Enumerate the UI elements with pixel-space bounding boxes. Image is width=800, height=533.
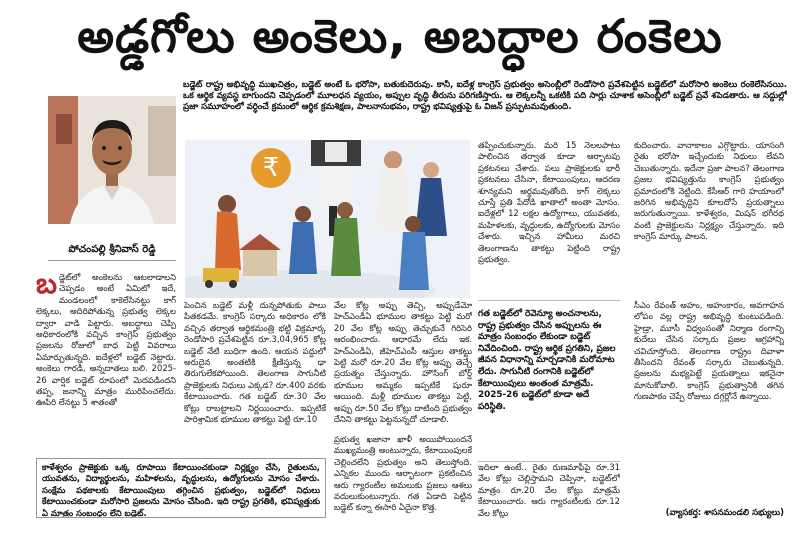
column-1 bbox=[36, 272, 176, 454]
column-4-continued: ఇదిలా ఉంటే.. రైతు రుణమాఫీపై రూ.31 వేల కోట్లు చెల్లిస్తామని చెప్పినా, బడ్జెట్‌లో మాత్రం రూ.20 వేల కోట్లు మాత్రమే కేటాయించారు. ఆరు గ్యారంటీలకు రూ.12 వేల కోట్లు bbox=[478, 462, 620, 518]
column-3-continued: ప్రభుత్వ ఖజానా ఖాళీ అయిపోయిందనే ముఖ్యమంత్రి అంటున్నారు, కేటాయింపులకే చెల్లించలేని ప్రభుత్వం అని తెలుస్తోంది. ఎన్నికల ముందు ఆర్భాటంగా ప్రకటించిన ఆరు గ్యారంటీల అమలుకు ప్రజలు ఆశలు వదులుకుంటున్నారు. గత ఏడాది పెట్టిన బడ్జెట్ కన్నా ఈసారి ఏదైనా కొత్త. bbox=[334, 434, 472, 513]
dropcap: బ bbox=[36, 272, 58, 300]
column-4: తప్పించుకున్నారు. మరి 15 నెలలపాటు పాలించిన తర్వాత కూడా ఆర్భాటపు ప్రకటనలు చేశారు. పలు ప్రాజెక్టులకు భారీ ప్రకటనలు చేసినా, కేటాయింపులు, ఆదరణ శూన్యమని అర్థమవుతోంది. కాగ్ లెక్కలు చూస్తే ప్రతి పేదోడి ఖాతాలో అంతా మోసం. ఐదేళ్లలో 12 లక్షల ఉద్యోగాలు, యువతకు, మహిళలకు, వృద్ధులకు, ఉద్యోగులకు మోసం చేశారు. ఇచ్చిన హామీలు మరచి తెలంగాణను తాకట్టు పెట్టింది రాష్ట్ర ప్రభుత్వం. bbox=[478, 140, 620, 265]
pull-quote: గత బడ్జెట్‌లో రెవెన్యూ అంచనాలను, రాష్ట్ర ప్రభుత్వం చేసిన అప్పులను ఈ మాత్రం సంబంధం లేకుండా బడ్జెట్ నివేదించింది. రాష్ట్ర ఆర్థిక ప్రగతిని, ప్రజల జీవన విధానాన్ని మార్చడానికి మరోమాట లేదు. సాగునీటి రంగానికి బడ్జెట్‌లో కేటాయింపులు అంతంత మాత్రమే. 2025-26 బడ్జెట్‌లో కూడా అదే పరిస్థితి. bbox=[478, 300, 620, 462]
author-divider bbox=[48, 260, 176, 261]
column-6: సీఎం రేవంత్ అహం, అహంకారం, అవగాహన లోపం వల్ల రాష్ట్ర అభివృద్ధి కుంటుపడింది. హైడ్రా, మూసీ విధ్వంసంతో నిర్మాణ రంగాన్ని కుదేలు చేసిన సర్కారు ప్రజల ఆగ్రహాన్ని చవిచూస్తోంది. తెలంగాణ రాష్ట్రం దివాళా తీసిందని రేవంత్ సర్కారు చెబుతున్నది. ప్రజలను మభ్యపెట్టే ప్రయత్నాలు ఇకనైనా మానుకోవాలి. కాంగ్రెస్ ప్రభుత్వానికి తగిన గుణపాఠం చెప్పే రోజులు దగ్గర్లోనే ఉన్నాయి. bbox=[634, 300, 784, 402]
column-2: పెంచిన బడ్జెట్ మళ్లీ దున్నపోతుకు పాలు పితకడమే. కాంగ్రెస్ సర్కారు అధికారం లోకి వచ్చిన తర్వాత ఆర్థికమంత్రి భట్టి విక్రమార్క రెండోసారి ప్రవేశపెట్టిన రూ.3,04,965 కోట్ల బడ్జెట్ నేటి బుధిగా ఉంది. ఆయన పద్దులో అరుదైన అంతటికి క్షీణిస్తున్న ఢా తిరుగులేకపోయింది. తెలంగాణ సాగునీటి ప్రాజెక్టులకు నిధులు ఎక్కడ? రూ.400 వరకు కేటాయించారు. గత బడ్జెట్ రూ.30 వేల కోట్లు రాబట్టాలని నిర్ణయించారు. ఇప్పటికే పారిశ్రామిక భూముల తాకట్టు పెట్టి రూ.10 bbox=[184, 300, 326, 425]
column-3: వేల కోట్ల అప్పు తెచ్చి, అప్పుడేమో హెచ్‌ఎండీఏ భూముల తాకట్టు పెట్టి మరో 20 వేల కోట్ల అప్పు తెచ్చుకునే గిరిసెరి ఆరంభించారు. ఆధారమే లేదు ఇక. హెచ్‌ఎండీఏ, జీహెచ్‌ఎంసీ ఆస్తుల తాకట్టు పెట్టి మరో రూ.20 వేల కోట్ల అప్పు తెచ్చే ప్రయత్నం చేస్తున్నారు. హౌసింగ్ బోర్డ్ భూముల అమ్మకం ఇప్పటికే షురూ ఆయింది. మళ్లీ భూముల తాకట్టు పెట్టి, అప్పు రూ.50 వేల కోట్లు దాటింది ప్రభుత్వం దేనిని తాకట్టు పెట్టనున్నదో చూడాలి. bbox=[334, 300, 472, 425]
author-name: పోచంపల్లి శ్రీనివాస్ రెడ్డి bbox=[68, 244, 156, 255]
column-5: కుదించారు. వానాకాలం ఎగ్గొట్టారు. యాసంగి రైతు భరోసా ఇచ్చేందుకు నిధులు లేవని చెబుతున్నారు. ఇదేనా ప్రజా పాలన? తెలంగాణ ప్రజల భవిష్యత్తును కాంగ్రెస్ ప్రభుత్వం ప్రమాదంలోకి నెట్టింది. కేసీఆర్ గారి హయాంలో జరిగిన అభివృద్ధిని కూలదోసే ప్రయత్నాలు జరుగుతున్నాయి. కాళేశ్వరం, మిషన్ భగీరథ వంటి ప్రాజెక్టులను నిర్లక్ష్యం చేస్తున్నారు. ఇది కాంగ్రెస్ మార్కు పాలన. bbox=[634, 140, 784, 242]
author-photo bbox=[48, 96, 176, 224]
column-1-text: డ్జెట్‌లో అంకెలను ఆటలాడాలని చెప్పడం అంటే ఏమిటో ఇదే, మండలంలో కాకెలేసినట్టు కాగ్ లెక్కలు, అదిరిపోతున్న ప్రభుత్వ లెక్కల ద్వారా వాడి పెట్టారు. అబద్ధాలు చెప్పి అధికారంలోకి వచ్చిన కాంగ్రెస్ ప్రభుత్వం ప్రజలను రోజులో బాధ పెట్టి వివరాలు ఏమార్చుతున్నది. ఐదేళ్లలో బడ్జెట్ నెట్టారు. అంకెలు గారడీ, అన్నదాతలు బలి. 2025-26 వార్షిక బడ్జెట్ రూపంలో మెదపడిందని తప్ప, జనాన్ని మాత్రం మురిపించలేదు. ఊపిరి లేనట్టు 5 శాతంతో bbox=[36, 272, 176, 408]
intro-paragraph: బడ్జెట్ రాష్ట్ర అభివృద్ధి ముఖచిత్రం, బడ్జెట్ అంటే ఓ భరోసా, బతుకుదెరువు. కానీ, ఐదేళ్ల కాంగ్రెస్ ప్రభుత్వం అసెంబ్లీలో రెండోసారి ప్రవేశపెట్టిన బడ్జెట్‌లో మరోసారి అంకెలు రంకెలేసినయి. ఒక ఆర్థిక వ్యవస్థ బాగుందని చెప్పడంలో మూలధన వ్యయం, అప్పుల వృద్ధి తీరును పరిగణిస్తారు. ఆ లెక్కలన్నీ ఒకటికి పది సార్లు చూశాక అసెంబ్లీలో బడ్జెట్ ప్రవే శపెడతారు. ఆ సద్దుల్లో ప్రజా సమూహంలో వర్ధించే క్రమంలో ఆర్థిక క్రమశిక్షణ, పాలనానుభవం, రాష్ట్ర భవిష్యత్తుపై ఓ విజన్ ప్రస్ఫుటమవుతుంది. bbox=[183, 80, 787, 113]
illustration bbox=[185, 140, 470, 298]
svg-text:₹: ₹ bbox=[262, 153, 280, 183]
headline: అడ్డగోలు అంకెలు, అబద్ధాల రంకెలు bbox=[77, 9, 723, 63]
author-credit: (వ్యాసకర్త: శాసనమండలి సభ్యులు) bbox=[665, 508, 784, 518]
boxed-summary: కాళేశ్వరం ప్రాజెక్టుకు ఒక్క రూపాయి కేటాయించకుండా నిర్లక్ష్యం చేసి, రైతులను, యువతను, విద్యార్థులను, మహిళలను, వృద్ధులను, ఉద్యోగులను మోసం చేశారు. సంక్షేమ పథకాలకు కేటాయింపులు తగ్గించిన ప్రభుత్వం, బడ్జెట్‌లో నిధులు కేటాయించకుండా మరోసారి ప్రజలను మోసం చేసింది. ఇది రాష్ట్ర ప్రగతికి, భవిష్యత్తుకు ఏ మాత్రం సంబంధం లేని బడ్జెట్. bbox=[36, 458, 326, 518]
